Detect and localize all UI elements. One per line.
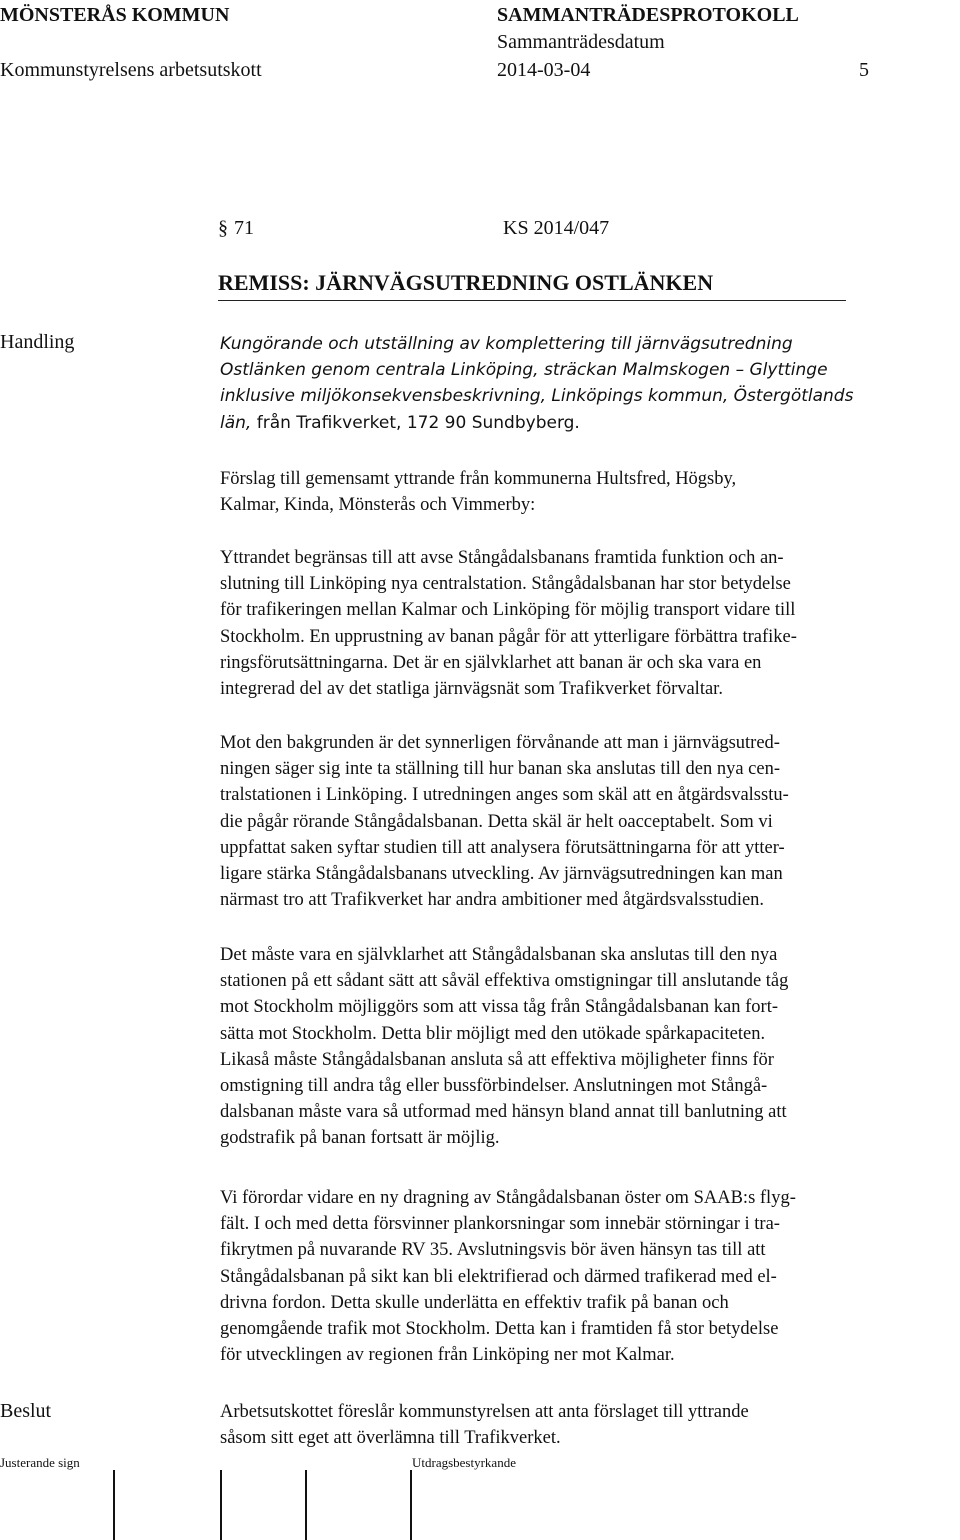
text-line: Yttrandet begränsas till att avse Stångådalsbanans framtida funktion och an- [220,548,784,568]
text-line: godstrafik på banan fortsatt är möjlig. [220,1128,500,1149]
text-line: tralstationen i Linköping. I utredningen anges som skäl att en åtgärdsvalsstu- [220,785,789,806]
text-line: uppfattat saken syftar studien till att analysera förutsättningarna för att ytter- [220,837,785,858]
text-line: för utvecklingen av regionen från Linköping ner mot Kalmar. [220,1345,675,1366]
text-line: drivna fordon. Detta skulle underlätta en effektiv trafik på banan och [220,1292,729,1313]
page-number: 5 [859,59,869,81]
handling-line: Ostlänken genom centrala Linköping, sträckan Malmskogen – Glyttinge [220,360,828,381]
meeting-date: 2014-03-04 [497,59,591,81]
text-line: ringsförutsättningarna. Det är en självklarhet att banan är och ska vara en [220,652,762,673]
signature-box-divider [410,1470,412,1540]
text-line: Kalmar, Kinda, Mönsterås och Vimmerby: [220,495,536,516]
paragraph-background [220,730,940,913]
text-line: Mot den bakgrunden är det synnerligen förvånande att man i järnvägsutred- [220,733,780,753]
text-line: för trafikeringen mellan Kalmar och Linköping för möjlig transport vidare till [220,600,796,621]
org-name: MÖNSTERÅS KOMMUN [0,4,230,26]
signature-box-divider [113,1470,115,1540]
handling-sender: från Trafikverket, 172 90 Sundbyberg. [251,412,580,433]
text-line: genomgående trafik mot Stockholm. Detta kan i framtiden få stor betydelse [220,1319,779,1340]
handling-line: inklusive miljökonsekvensbeskrivning, Linköpings kommun, Östergötlands [220,386,854,407]
signature-box-divider [305,1470,307,1540]
text-line: dalsbanan måste vara så utformad med hänsyn bland annat till banlutning att [220,1102,787,1123]
paragraph-proposal-intro [220,466,940,518]
text-line: Stångådalsbanan på sikt kan bli elektrifierad och därmed trafikerad med el- [220,1266,777,1287]
handling-label: Handling [0,331,75,353]
decision-text [220,1399,940,1451]
committee-name: Kommunstyrelsens arbetsutskott [0,59,262,81]
text-line: Likaså måste Stångådalsbanan ansluta så att effektiva möjligheter finns för [220,1049,774,1070]
text-line: slutning till Linköping nya centralstation. Stångådalsbanan har stor betydelse [220,574,791,595]
text-line: Stockholm. En upprustning av banan pågår för att ytterligare förbättra trafike- [220,626,797,647]
text-line: såsom sitt eget att överlämna till Trafikverket. [220,1428,561,1449]
text-line: Det måste vara en självklarhet att Stångådalsbanan ska anslutas till den nya [220,945,778,965]
decision-label: Beslut [0,1400,52,1422]
text-line: fikrytmen på nuvarande RV 35. Avslutningsvis bör även hänsyn tas till att [220,1240,766,1261]
text-line: stationen på ett sådant sätt att såväl effektiva omstigningar till anslutande tåg [220,971,789,992]
text-line: Arbetsutskottet föreslår kommunstyrelsen att anta förslaget till yttrande [220,1402,749,1422]
text-line: sätta mot Stockholm. Detta blir möjligt med den utökade spårkapaciteten. [220,1023,766,1044]
title-underline [218,300,846,301]
case-number: KS 2014/047 [503,217,610,239]
paragraph-scope [220,545,940,702]
paragraph-connection [220,942,940,1152]
extract-certification-label: Utdragsbestyrkande [412,1455,516,1470]
document-type: SAMMANTRÄDESPROTOKOLL [497,4,799,26]
section-symbol: § [218,217,228,239]
adjuster-signature-label: Justerande sign [0,1455,80,1470]
section-number: 71 [234,217,254,239]
text-line: integrerad del av det statliga järnvägsnät som Trafikverket förvaltar. [220,679,723,700]
text-line: ningen säger sig inte ta ställning till hur banan ska anslutas till den nya cen- [220,759,781,780]
signature-box-divider [220,1470,222,1540]
text-line: mot Stockholm möjliggörs som att vissa tåg från Stångådalsbanan kan fort- [220,997,778,1018]
handling-line: Kungörande och utställning av komplettering till järnvägsutredning [220,334,793,354]
text-line: Vi förordar vidare en ny dragning av Stångådalsbanan öster om SAAB:s flyg- [220,1188,796,1208]
text-line: die pågår rörande Stångådalsbanan. Detta skäl är helt oacceptabelt. Som vi [220,811,773,832]
text-line: omstigning till andra tåg eller bussförbindelser. Anslutningen mot Stångå- [220,1076,768,1097]
handling-line: län, [220,412,252,433]
text-line: Förslag till gemensamt yttrande från kommunerna Hultsfred, Högsby, [220,469,737,489]
handling-text [220,331,940,436]
text-line: ligare stärka Stångådalsbanans utveckling. Av järnvägsutredningen kan man [220,864,783,885]
paragraph-realignment [220,1185,940,1368]
meeting-date-label: Sammanträdesdatum [497,31,665,53]
text-line: närmast tro att Trafikverket har andra ambitioner med åtgärdsvalsstudien. [220,890,765,911]
text-line: fält. I och med detta försvinner plankorsningar som innebär störningar i tra- [220,1214,780,1235]
section-title: REMISS: JÄRNVÄGSUTREDNING OSTLÄNKEN [218,270,714,295]
